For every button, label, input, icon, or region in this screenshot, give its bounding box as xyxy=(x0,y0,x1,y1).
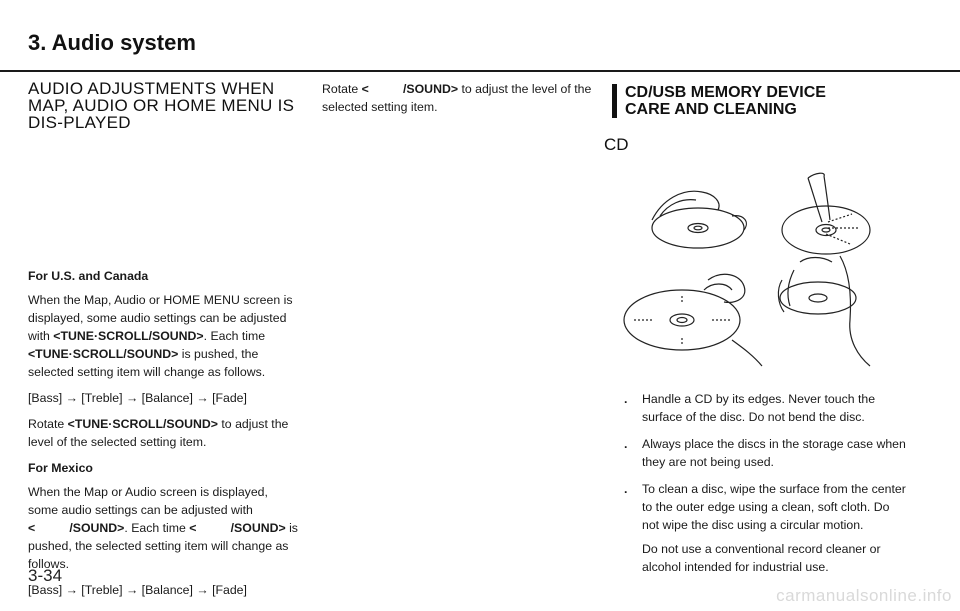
section-title: 3. Audio system xyxy=(28,30,196,55)
list-item: . Always place the discs in the storage case when they are not being used. xyxy=(624,437,906,469)
sound-key: < /SOUND> xyxy=(361,82,459,96)
sound-key: < /SOUND> xyxy=(189,521,286,535)
cd-disc-3 xyxy=(624,274,762,366)
tune-scroll-sound-key: <TUNE·SCROLL/SOUND> xyxy=(53,329,204,343)
cd-disc-2 xyxy=(782,173,870,254)
rotate-paragraph: Rotate < /SOUND> to adjust the level of the selected setting item. xyxy=(322,82,592,114)
cd-care-list xyxy=(618,390,908,585)
list-item: . Handle a CD by its edges. Never touch the surface of the disc. Do not bend the disc. xyxy=(624,392,876,424)
us-canada-label: For U.S. and Canada xyxy=(28,269,149,283)
middle-column xyxy=(322,80,594,124)
left-column xyxy=(28,80,300,607)
us-paragraph-2: Rotate <TUNE·SCROLL/SOUND> to adjust the level of the selected setting item. xyxy=(28,417,289,449)
cd-disc-1 xyxy=(652,191,746,248)
watermark: carmanualsonline.info xyxy=(776,586,952,605)
tune-scroll-sound-key: <TUNE·SCROLL/SOUND> xyxy=(28,347,179,361)
mexico-paragraph-1: When the Map or Audio screen is displayed, some audio settings can be adjusted with < /SOUND>. Each time < /SOUND> is pushed, the selected setting item will change as follows. xyxy=(28,485,298,571)
screen-image-placeholder xyxy=(28,135,300,259)
cd-handling-illustration xyxy=(612,170,912,370)
us-paragraph-1: When the Map, Audio or HOME MENU screen is displayed, some audio settings can be adjusted with <TUNE·SCROLL/SOUND>. Each time <TUNE·SCROLL/SOUND> is pushed, the selected setting item will change as follows. xyxy=(28,293,293,379)
care-cleaning-heading: CD/USB MEMORY DEVICE CARE AND CLEANING xyxy=(612,84,908,118)
audio-adjustments-heading: AUDIO ADJUSTMENTS WHEN MAP, AUDIO OR HOME MENU IS DIS-PLAYED xyxy=(28,79,295,132)
list-item-note: Do not use a conventional record cleaner or alcohol intended for industrial use. xyxy=(642,542,881,574)
tune-scroll-sound-key: <TUNE·SCROLL/SOUND> xyxy=(67,417,218,431)
cd-disc-4 xyxy=(778,256,870,366)
cd-heading: CD xyxy=(604,135,629,154)
right-column xyxy=(604,80,908,154)
us-sequence: [Bass] → [Treble] → [Balance] → [Fade] xyxy=(28,391,247,405)
mexico-sequence: [Bass] → [Treble] → [Balance] → [Fade] xyxy=(28,583,247,597)
mexico-label: For Mexico xyxy=(28,461,93,475)
list-item: . To clean a disc, wipe the surface from the center to the outer edge using a clean, soft cloth. Do not wipe the disc using a circular motion. Do not use a conventional record cleaner or alcohol intended for industrial use. xyxy=(618,480,908,576)
page-number: 3-34 xyxy=(28,566,63,585)
header-rule xyxy=(0,70,960,72)
sound-key: < /SOUND> xyxy=(28,521,125,535)
